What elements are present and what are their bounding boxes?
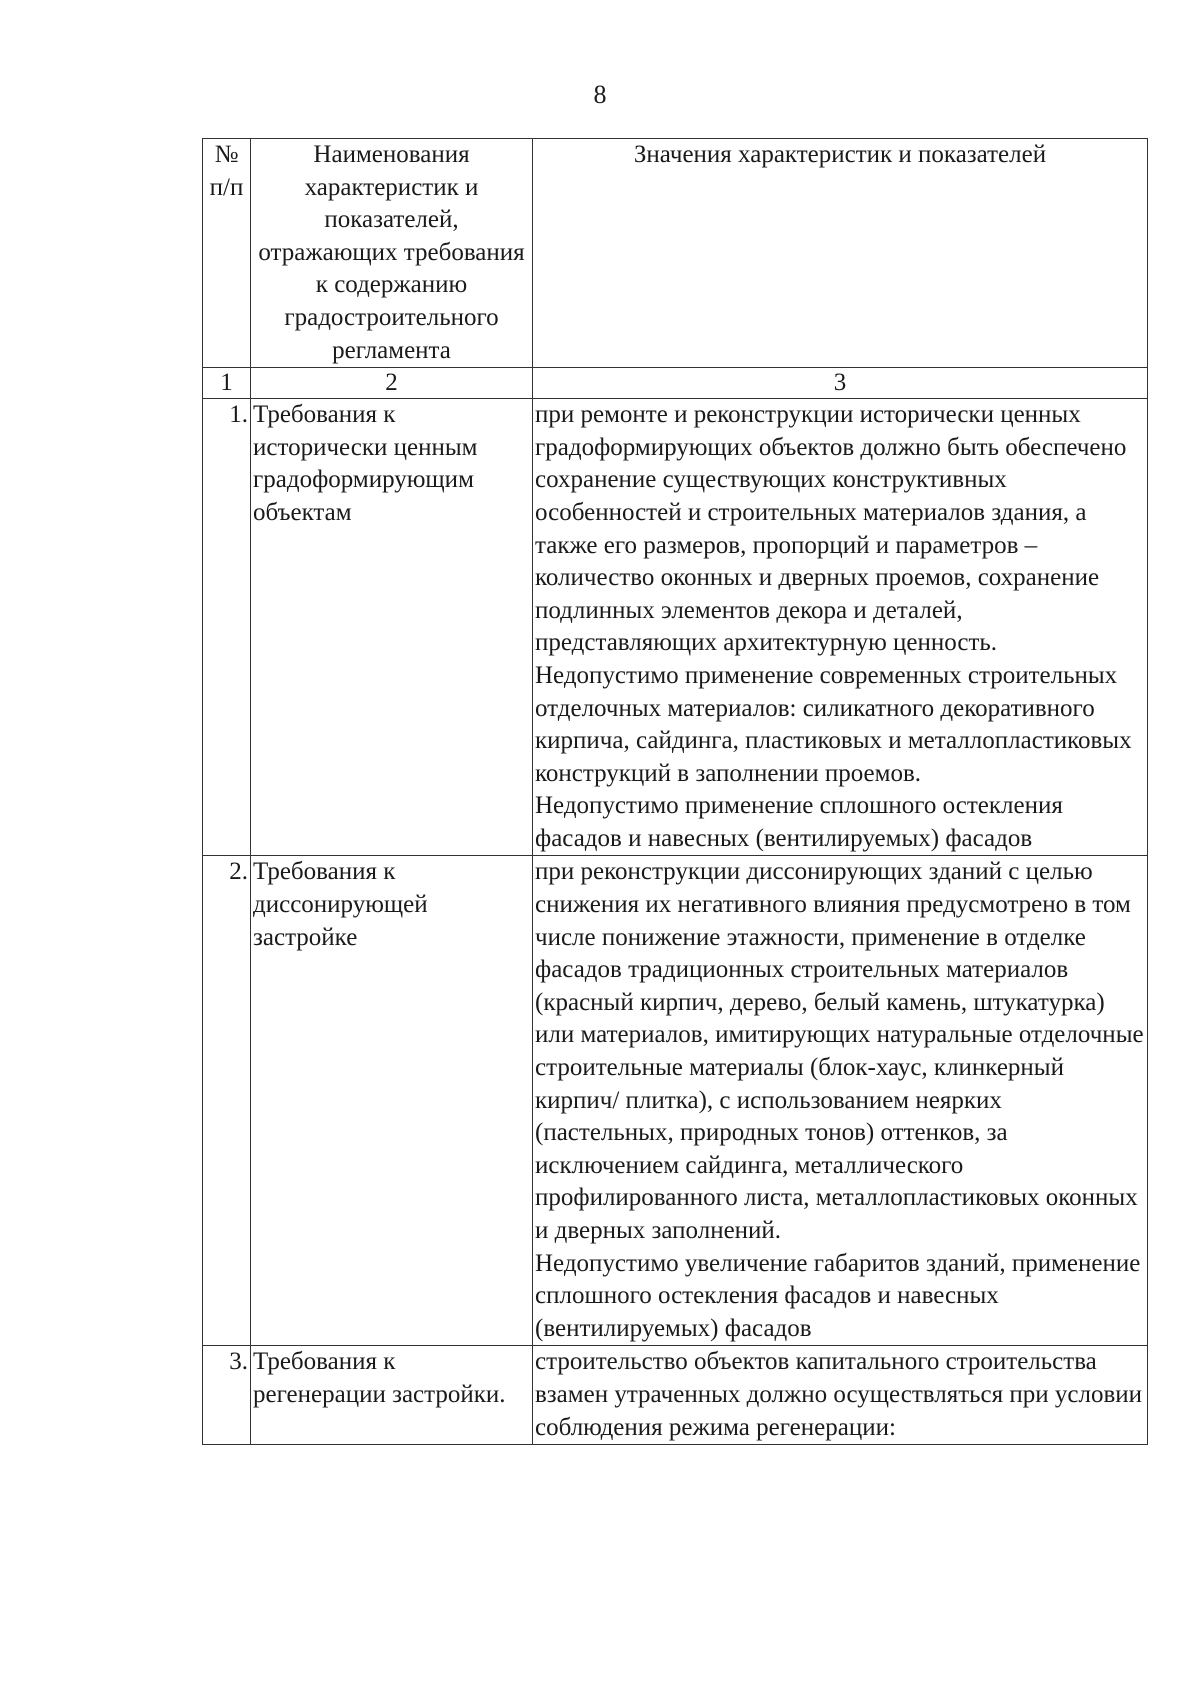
header-name: Наименования характеристик и показателей, отражающих требования к содержанию градостроительного регламента <box>251 139 533 368</box>
table-row <box>203 1346 1148 1445</box>
table-row <box>203 856 1148 1346</box>
column-number: 2 <box>251 368 533 399</box>
column-number: 3 <box>533 368 1148 399</box>
value-paragraph: строительство объектов капитального строительства взамен утраченных должно осуществляться при условии соблюдения режима регенерации: <box>535 1348 1143 1441</box>
page-number: 8 <box>593 80 607 109</box>
row-value <box>533 1346 1148 1445</box>
row-name: Требования к регенерации застройки. <box>251 1346 533 1445</box>
table-row <box>203 399 1148 856</box>
row-value <box>533 856 1148 1346</box>
table-header-row <box>203 139 1148 368</box>
value-paragraph: при ремонте и реконструкции исторически ценных градоформирующих объектов должно быть обеспечено сохранение существующих конструктивных особенностей и строительных материалов здания, а также его размеров, пропорций и параметров – количество оконных и дверных проемов, сохранение подлинных элементов декора и деталей, представляющих архитектурную ценность. <box>535 401 1127 657</box>
value-paragraph: при реконструкции диссонирующих зданий с целью снижения их негативного влияния предусмотрено в том числе понижение этажности, применение в отделке фасадов традиционных строительных материалов (красный кирпич, дерево, белый камень, штукатурка) или материалов, имитирующих натуральные отделочные строительные материалы (блок-хаус, клинкерный кирпич/ плитка), с использованием неярких (пастельных, природных тонов) оттенков, за исключением сайдинга, металлического профилированного листа, металлопластиковых оконных и дверных заполнений. <box>535 858 1144 1244</box>
row-number: 1. <box>203 399 251 856</box>
column-number: 1 <box>203 368 251 399</box>
header-values: Значения характеристик и показателей <box>533 139 1148 368</box>
row-number: 2. <box>203 856 251 1346</box>
requirements-table <box>202 138 1148 1445</box>
row-number: 3. <box>203 1346 251 1445</box>
row-value <box>533 399 1148 856</box>
column-number-row <box>203 368 1148 399</box>
header-number: № п/п <box>203 139 251 368</box>
value-paragraph: Недопустимо применение сплошного остекления фасадов и навесных (вентилируемых) фасадов <box>535 792 1063 852</box>
row-name: Требования к диссонирующей застройке <box>251 856 533 1346</box>
row-name: Требования к исторически ценным градоформирующим объектам <box>251 399 533 856</box>
value-paragraph: Недопустимо увеличение габаритов зданий, применение сплошного остекления фасадов и навесных (вентилируемых) фасадов <box>535 1249 1141 1342</box>
value-paragraph: Недопустимо применение современных строительных отделочных материалов: силикатного декоративного кирпича, сайдинга, пластиковых и металлопластиковых конструкций в заполнении проемов. <box>535 661 1132 787</box>
